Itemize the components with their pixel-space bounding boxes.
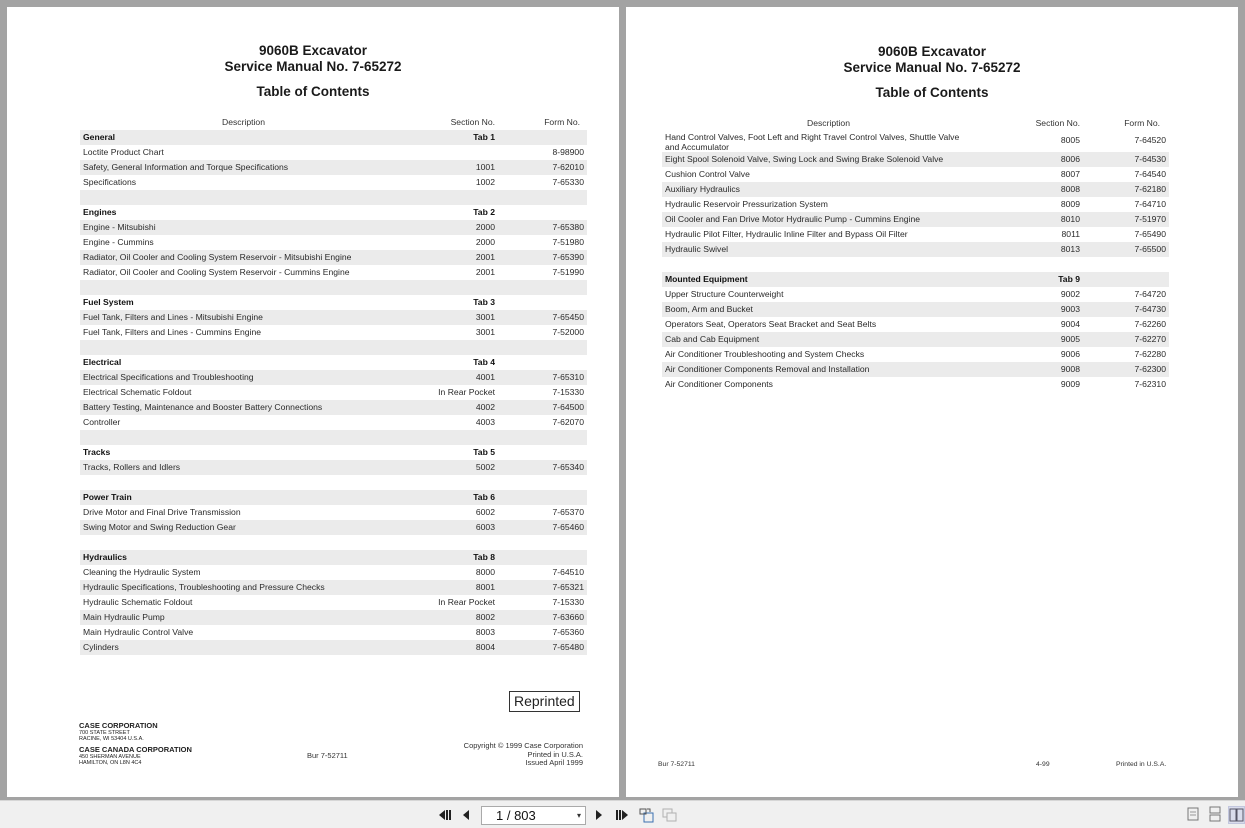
toc-entry-row bbox=[662, 377, 1169, 392]
toc-entry-row bbox=[80, 160, 587, 175]
entry-form-number: 8-98900 bbox=[552, 147, 584, 157]
two-page-view-button[interactable] bbox=[1228, 806, 1245, 824]
two-page-icon bbox=[1229, 807, 1244, 823]
entry-form-number: 7-62010 bbox=[552, 162, 584, 172]
corp-name: CASE CORPORATION bbox=[79, 721, 158, 730]
entry-form-number: 7-62300 bbox=[1134, 364, 1166, 374]
entry-section-number: 4001 bbox=[475, 372, 495, 382]
column-header-form: Form No. bbox=[544, 117, 580, 127]
toc-entry-row bbox=[662, 302, 1169, 317]
toc-spacer-row bbox=[80, 340, 587, 355]
toc-heading: Table of Contents bbox=[875, 85, 989, 100]
entry-section-number: 6002 bbox=[475, 507, 495, 517]
entry-description: Eight Spool Solenoid Valve, Swing Lock and Swing Brake Solenoid Valve bbox=[665, 154, 944, 164]
corp-address-line: RACINE, WI 53404 U.S.A. bbox=[79, 736, 144, 742]
entry-section-number: 8013 bbox=[1060, 244, 1080, 254]
document-title: 9060B Excavator bbox=[258, 43, 368, 58]
toc-entry-row bbox=[662, 362, 1169, 377]
toc-entry-row bbox=[662, 227, 1169, 242]
skip-to-first-icon bbox=[438, 809, 452, 821]
toc-entry-row bbox=[80, 250, 587, 265]
toc-entry-row bbox=[662, 212, 1169, 227]
entry-description: Air Conditioner Components bbox=[665, 379, 773, 389]
column-header-form: Form No. bbox=[1124, 118, 1160, 128]
corp-address-case-canada bbox=[79, 746, 192, 766]
issue-date: 4-99 bbox=[1036, 761, 1050, 768]
toc-section-group-row bbox=[80, 295, 587, 310]
entry-section-number: In Rear Pocket bbox=[438, 387, 495, 397]
page-indicator: 1 / 803 bbox=[496, 808, 536, 823]
entry-description: Fuel Tank, Filters and Lines - Cummins Engine bbox=[83, 327, 262, 337]
entry-section-number: 9009 bbox=[1060, 379, 1080, 389]
entry-form-number: 7-65390 bbox=[552, 252, 584, 262]
entry-description: Hydraulic Reservoir Pressurization System bbox=[665, 199, 828, 209]
toc-section-group-row bbox=[80, 355, 587, 370]
entry-description: Fuel Tank, Filters and Lines - Mitsubishi Engine bbox=[83, 312, 263, 322]
entry-form-number: 7-63660 bbox=[552, 612, 584, 622]
entry-description: Auxiliary Hydraulics bbox=[665, 184, 740, 194]
toc-entry-row bbox=[80, 625, 587, 640]
toc-entry-row bbox=[80, 220, 587, 235]
entry-form-number: 7-62260 bbox=[1134, 319, 1166, 329]
viewer-toolbar bbox=[0, 800, 1245, 828]
entry-form-number: 7-51980 bbox=[552, 237, 584, 247]
entry-section-number: 8004 bbox=[475, 642, 495, 652]
toc-entry-row bbox=[80, 235, 587, 250]
entry-description: Engines bbox=[83, 207, 117, 217]
duplicate-page-icon bbox=[662, 807, 678, 823]
entry-description: Power Train bbox=[83, 492, 132, 502]
entry-section-number: Tab 5 bbox=[473, 447, 495, 457]
entry-form-number: 7-62180 bbox=[1134, 184, 1166, 194]
toc-section-group-row bbox=[80, 550, 587, 565]
printed-text: Printed in U.S.A. bbox=[1116, 761, 1167, 768]
corp-name: CASE CANADA CORPORATION bbox=[79, 745, 192, 754]
toc-entry-row bbox=[662, 332, 1169, 347]
copyright-text: Copyright © 1999 Case Corporation bbox=[463, 741, 583, 750]
entry-form-number: 7-62280 bbox=[1134, 349, 1166, 359]
entry-description: Mounted Equipment bbox=[665, 274, 748, 284]
entry-description: Loctite Product Chart bbox=[83, 147, 164, 157]
entry-form-number: 7-65380 bbox=[552, 222, 584, 232]
entry-form-number: 7-65360 bbox=[552, 627, 584, 637]
toc-entry-row bbox=[80, 460, 587, 475]
entry-section-number: 9002 bbox=[1060, 289, 1080, 299]
toc-spacer-row bbox=[80, 190, 587, 205]
entry-description: Hydraulic Swivel bbox=[665, 244, 729, 254]
entry-section-number: In Rear Pocket bbox=[438, 597, 495, 607]
corp-address-case bbox=[79, 722, 158, 742]
entry-section-number: 2001 bbox=[475, 267, 495, 277]
entry-section-number: Tab 1 bbox=[473, 132, 495, 142]
entry-form-number: 7-15330 bbox=[552, 387, 584, 397]
entry-section-number: 8005 bbox=[1060, 135, 1080, 145]
column-header-description: Description bbox=[807, 118, 850, 128]
entry-description: Battery Testing, Maintenance and Booster Battery Connections bbox=[83, 402, 323, 412]
entry-form-number: 7-62270 bbox=[1134, 334, 1166, 344]
entry-description: Hydraulic Specifications, Troubleshooting and Pressure Checks bbox=[83, 582, 325, 592]
entry-description: Cushion Control Valve bbox=[665, 169, 750, 179]
entry-section-number: 8000 bbox=[475, 567, 495, 577]
entry-form-number: 7-64520 bbox=[1134, 135, 1166, 145]
entry-form-number: 7-65500 bbox=[1134, 244, 1166, 254]
toc-heading: Table of Contents bbox=[256, 84, 370, 99]
entry-description: Engine - Mitsubishi bbox=[83, 222, 156, 232]
entry-description: Fuel System bbox=[83, 297, 134, 307]
entry-description: Tracks, Rollers and Idlers bbox=[83, 462, 181, 472]
toc-entry-row bbox=[80, 580, 587, 595]
toc-spacer-row bbox=[80, 280, 587, 295]
toc-spacer-row bbox=[80, 475, 587, 490]
entry-description: Cleaning the Hydraulic System bbox=[83, 567, 201, 577]
entry-section-number: 6003 bbox=[475, 522, 495, 532]
printed-text: Printed in U.S.A. bbox=[527, 749, 583, 759]
toc-entry-row bbox=[80, 265, 587, 280]
issued-text: Issued April 1999 bbox=[525, 758, 583, 767]
entry-section-number: 1002 bbox=[475, 177, 495, 187]
entry-section-number: Tab 8 bbox=[473, 552, 495, 562]
toc-section-group-row bbox=[662, 272, 1169, 287]
dropdown-arrow-icon: ▾ bbox=[576, 811, 581, 820]
entry-description: Cab and Cab Equipment bbox=[665, 334, 760, 344]
next-page-button[interactable] bbox=[593, 807, 605, 823]
toc-section-group-row bbox=[80, 490, 587, 505]
toc-entry-row bbox=[80, 310, 587, 325]
entry-form-number: 7-65460 bbox=[552, 522, 584, 532]
continuous-page-icon bbox=[1208, 806, 1222, 822]
entry-section-number: Tab 4 bbox=[473, 357, 495, 367]
corp-address-line: HAMILTON, ON L8N 4C4 bbox=[79, 760, 142, 766]
entry-section-number: 3001 bbox=[475, 327, 495, 337]
entry-section-number: Tab 2 bbox=[473, 207, 495, 217]
toc-entry-row bbox=[662, 197, 1169, 212]
toc-entry-row bbox=[662, 152, 1169, 167]
toc-header-row bbox=[80, 116, 587, 130]
reprinted-stamp: Reprinted bbox=[509, 691, 580, 712]
entry-form-number: 7-62070 bbox=[552, 417, 584, 427]
toc-entry-row bbox=[662, 131, 1169, 152]
toc-entry-row bbox=[80, 325, 587, 340]
entry-form-number: 7-65450 bbox=[552, 312, 584, 322]
bur-number: Bur 7-52711 bbox=[307, 751, 348, 760]
entry-section-number: 9008 bbox=[1060, 364, 1080, 374]
page-right bbox=[626, 7, 1238, 797]
entry-description: Air Conditioner Components Removal and Installation bbox=[665, 364, 870, 374]
toc-section-group-row bbox=[80, 445, 587, 460]
entry-section-number: Tab 9 bbox=[1058, 274, 1080, 284]
entry-section-number: 9006 bbox=[1060, 349, 1080, 359]
toc-table bbox=[662, 117, 1169, 392]
entry-description: Oil Cooler and Fan Drive Motor Hydraulic Pump - Cummins Engine bbox=[665, 214, 921, 224]
entry-description: Safety, General Information and Torque Specifications bbox=[83, 162, 289, 172]
column-header-section: Section No. bbox=[1035, 118, 1080, 128]
rotate-view-button[interactable] bbox=[639, 807, 655, 823]
toc-entry-row bbox=[80, 640, 587, 655]
entry-description: Main Hydraulic Pump bbox=[83, 612, 165, 622]
column-header-section: Section No. bbox=[450, 117, 495, 127]
entry-form-number: 7-64510 bbox=[552, 567, 584, 577]
toc-entry-row bbox=[662, 167, 1169, 182]
entry-description: Controller bbox=[83, 417, 121, 427]
entry-description: Hydraulic Schematic Foldout bbox=[83, 597, 193, 607]
copyright-block bbox=[464, 742, 583, 768]
entry-description: Air Conditioner Troubleshooting and System Checks bbox=[665, 349, 865, 359]
entry-form-number: 7-64540 bbox=[1134, 169, 1166, 179]
entry-section-number: 1001 bbox=[475, 162, 495, 172]
toc-entry-row bbox=[80, 385, 587, 400]
document-title: 9060B Excavator bbox=[877, 44, 987, 59]
toc-table bbox=[80, 116, 587, 655]
toc-entry-row bbox=[80, 595, 587, 610]
entry-section-number: 9003 bbox=[1060, 304, 1080, 314]
entry-section-number: 8006 bbox=[1060, 154, 1080, 164]
entry-section-number: 5002 bbox=[475, 462, 495, 472]
toc-section-group-row bbox=[80, 205, 587, 220]
entry-form-number: 7-65480 bbox=[552, 642, 584, 652]
entry-description: Electrical Specifications and Troubleshooting bbox=[83, 372, 254, 382]
entry-section-number: 8011 bbox=[1061, 229, 1080, 239]
entry-section-number: 8001 bbox=[475, 582, 495, 592]
toc-entry-row bbox=[662, 242, 1169, 257]
page-number-dropdown[interactable] bbox=[481, 806, 586, 825]
entry-form-number: 7-64720 bbox=[1134, 289, 1166, 299]
toc-entry-row bbox=[662, 347, 1169, 362]
entry-description: Electrical Schematic Foldout bbox=[83, 387, 192, 397]
toc-entry-row bbox=[80, 565, 587, 580]
entry-description: Swing Motor and Swing Reduction Gear bbox=[83, 522, 236, 532]
toc-spacer-row bbox=[80, 535, 587, 550]
entry-section-number: 9004 bbox=[1060, 319, 1080, 329]
entry-description: Hydraulics bbox=[83, 552, 127, 562]
entry-section-number: 2000 bbox=[475, 237, 495, 247]
entry-section-number: 8009 bbox=[1060, 199, 1080, 209]
toc-spacer-row bbox=[80, 430, 587, 445]
toc-section-group-row bbox=[80, 130, 587, 145]
entry-form-number: 7-65330 bbox=[552, 177, 584, 187]
toc-spacer-row bbox=[662, 257, 1169, 272]
corp-address-line: 450 SHERMAN AVENUE bbox=[79, 754, 141, 760]
entry-form-number: 7-64530 bbox=[1134, 154, 1166, 164]
page-layout-icon bbox=[639, 807, 655, 823]
entry-description: Hand Control Valves, Foot Left and Right Travel Control Valves, Shuttle Valve and Accumulator bbox=[665, 132, 960, 152]
entry-form-number: 7-51990 bbox=[552, 267, 584, 277]
entry-section-number: 8003 bbox=[475, 627, 495, 637]
entry-description: Cylinders bbox=[83, 642, 119, 652]
entry-description: Hydraulic Pilot Filter, Hydraulic Inline Filter and Bypass Oil Filter bbox=[665, 229, 908, 239]
entry-form-number: 7-64710 bbox=[1134, 199, 1166, 209]
entry-section-number: 4003 bbox=[475, 417, 495, 427]
corp-address-line: 700 STATE STREET bbox=[79, 730, 130, 736]
page-left bbox=[7, 7, 619, 797]
entry-form-number: 7-52000 bbox=[552, 327, 584, 337]
continuous-view-button[interactable] bbox=[1208, 806, 1224, 824]
entry-description: Boom, Arm and Bucket bbox=[665, 304, 753, 314]
entry-description: Drive Motor and Final Drive Transmission bbox=[83, 507, 241, 517]
manual-number: Service Manual No. 7-65272 bbox=[224, 59, 402, 74]
entry-description: Operators Seat, Operators Seat Bracket and Seat Belts bbox=[665, 319, 877, 329]
single-page-view-button[interactable] bbox=[1186, 806, 1202, 824]
toc-entry-row bbox=[80, 505, 587, 520]
entry-section-number: Tab 6 bbox=[473, 492, 495, 502]
toc-entry-row bbox=[80, 370, 587, 385]
entry-form-number: 7-64730 bbox=[1134, 304, 1166, 314]
next-page-icon bbox=[595, 809, 603, 821]
entry-section-number: Tab 3 bbox=[473, 297, 495, 307]
entry-section-number: 8007 bbox=[1060, 169, 1080, 179]
entry-form-number: 7-65321 bbox=[552, 582, 584, 592]
toc-entry-row bbox=[80, 175, 587, 190]
entry-section-number: 2001 bbox=[475, 252, 495, 262]
entry-form-number: 7-51970 bbox=[1134, 214, 1166, 224]
compare-pages-button[interactable] bbox=[662, 807, 678, 823]
entry-form-number: 7-65310 bbox=[552, 372, 584, 382]
skip-to-last-icon bbox=[615, 809, 629, 821]
entry-description: Main Hydraulic Control Valve bbox=[83, 627, 194, 637]
toc-entry-row bbox=[80, 520, 587, 535]
toc-entry-row bbox=[80, 610, 587, 625]
entry-section-number: 8002 bbox=[475, 612, 495, 622]
toc-entry-row bbox=[80, 145, 587, 160]
toc-entry-row bbox=[662, 182, 1169, 197]
last-page-button[interactable] bbox=[614, 807, 630, 823]
entry-description: Radiator, Oil Cooler and Cooling System Reservoir - Mitsubishi Engine bbox=[83, 252, 352, 262]
manual-number: Service Manual No. 7-65272 bbox=[843, 60, 1021, 75]
entry-description: Specifications bbox=[83, 177, 137, 187]
entry-section-number: 3001 bbox=[475, 312, 495, 322]
entry-form-number: 7-65490 bbox=[1134, 229, 1166, 239]
bur-number: Bur 7-52711 bbox=[658, 761, 695, 768]
entry-form-number: 7-65340 bbox=[552, 462, 584, 472]
toc-entry-row bbox=[80, 415, 587, 430]
entry-section-number: 9005 bbox=[1060, 334, 1080, 344]
column-header-description: Description bbox=[222, 117, 265, 127]
entry-section-number: 4002 bbox=[475, 402, 495, 412]
entry-form-number: 7-62310 bbox=[1134, 379, 1166, 389]
entry-form-number: 7-15330 bbox=[552, 597, 584, 607]
previous-page-button[interactable] bbox=[460, 807, 472, 823]
entry-form-number: 7-65370 bbox=[552, 507, 584, 517]
previous-page-icon bbox=[462, 809, 470, 821]
entry-section-number: 8010 bbox=[1060, 214, 1080, 224]
entry-description: Radiator, Oil Cooler and Cooling System Reservoir - Cummins Engine bbox=[83, 267, 350, 277]
entry-description: Electrical bbox=[83, 357, 122, 367]
entry-description: Upper Structure Counterweight bbox=[665, 289, 784, 299]
toc-header-row bbox=[662, 117, 1169, 131]
entry-section-number: 8008 bbox=[1060, 184, 1080, 194]
entry-section-number: 2000 bbox=[475, 222, 495, 232]
entry-form-number: 7-64500 bbox=[552, 402, 584, 412]
first-page-button[interactable] bbox=[437, 807, 453, 823]
entry-description: Engine - Cummins bbox=[83, 237, 154, 247]
toc-entry-row bbox=[80, 400, 587, 415]
toc-entry-row bbox=[662, 287, 1169, 302]
single-page-icon bbox=[1186, 806, 1200, 822]
entry-description: General bbox=[83, 132, 116, 142]
entry-description: Tracks bbox=[83, 447, 111, 457]
toc-entry-row bbox=[662, 317, 1169, 332]
